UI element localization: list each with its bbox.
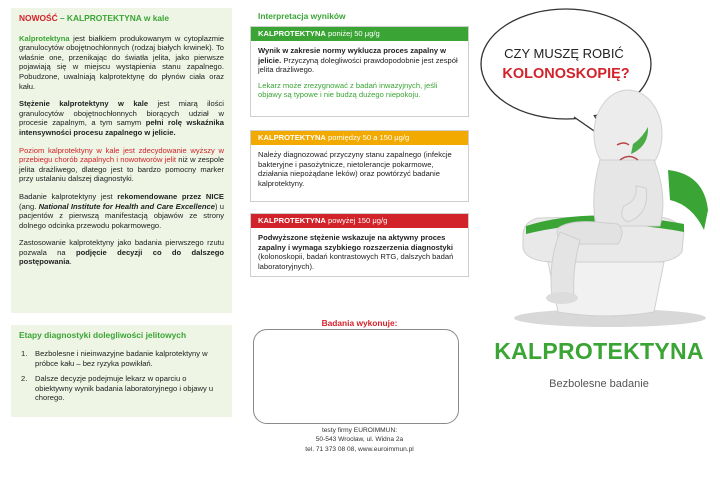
intro-panel: [11, 8, 232, 313]
result-box-high-header: KALPROTEKTYNA powyżej 150 μg/g: [251, 214, 468, 228]
result-box-high: [250, 213, 469, 277]
result-mid-text: Należy diagnozować przyczyny stanu zapalnego (infekcje bakteryjne i pasożytnicze, nietolerancje pokarmowe, działania niepożądane leków) oraz powtórzyć badanie kalprotektyny.: [258, 150, 452, 188]
diagnostic-steps-panel: [11, 325, 232, 417]
lab-title: Badania wykonuje:: [321, 318, 398, 328]
steps-list: [19, 349, 224, 403]
brand-tagline: Bezbolesne badanie: [549, 378, 649, 390]
intro-paragraph-3: Poziom kalprotektyny w kale jest zdecydowanie wyższy w przebiegu chorób zapalnych i nowotworów jelit niż w zespole jelita drażliwego, dlatego jest to bardzo pomocny marker przy ustalaniu dalszej diagnostyki.: [19, 145, 224, 184]
step-item: 2. Dalsze decyzje podejmuje lekarz w oparciu o obiektywny wynik badania laboratoryjnego i objawy u chorego.: [21, 374, 214, 403]
intro-paragraph-2: Stężenie kalprotektyny w kale jest miarą ilości granulocytów obojętnochłonnych biorących udział w procesie zapalnym, a tym samym pełni rolę wskaźnika intensywności procesu zapalnego w jelicie.: [19, 99, 224, 137]
intro-paragraph-5: Zastosowanie kalprotektyny jako badania pierwszego rzutu pozwala na podjęcie decyzji co do dalszego postępowania.: [19, 238, 224, 267]
cover-panel: [478, 0, 720, 480]
intro-paragraph-1: Kalprotektyna jest białkiem produkowanym w cytoplazmie granulocytów obojętnochłonnych (rodzaj białych krwinek). To właśnie one, przenikając do światła jelita, jako pierwsze pojawiają się w miejscu wystąpienia stanu zapalnego. Pobudzone, uwalniają kalprotektynę do płynów ciała oraz kału.: [19, 33, 224, 91]
steps-title: Etapy diagnostyki dolegliwości jelitowych: [19, 330, 187, 340]
result-box-mid-header: KALPROTEKTYNA pomiędzy 50 a 150 μg/g: [251, 131, 468, 145]
intro-title: NOWOŚĆ – KALPROTEKTYNA w kale: [19, 13, 170, 23]
bubble-question-line-2: KOLONOSKOPIĘ?: [502, 66, 630, 82]
bubble-question-line-1: CZY MUSZĘ ROBIĆ: [504, 46, 624, 61]
result-high-text: Podwyższone stężenie wskazuje na aktywny proces zapalny i wymaga szybkiego rozszerzenia diagnostyki (kolonoskopii, badań kontrastowych RTG, dalszych badań laboratoryjnych).: [258, 233, 454, 271]
result-box-mid: [250, 130, 469, 202]
intro-paragraph-4: Badanie kalprotektyny jest rekomendowane przez NICE (ang. National Institute for Health and Care Excellence) u pacjentów z pierwszą manifestacją objawów ze strony dolnego odcinka przewodu pokarmowego.: [19, 191, 224, 230]
interpretation-title: Interpretacja wyników: [258, 11, 346, 21]
hero-illustration: [478, 0, 720, 330]
step-item: 1. Bezbolesne i nieinwazyjne badanie kalprotektyny w próbce kału – bez ryzyka powikłań.: [21, 349, 208, 368]
footer-contact: testy firmy EUROIMMUN: 50-543 Wrocław, ul. Widna 2a tel. 71 373 08 08, www.euroimmun.pl: [305, 427, 414, 453]
result-low-text: Wynik w zakresie normy wyklucza proces zapalny w jelicie. Przyczyną dolegliwości prawdopodobnie jest zespół jelita drażliwego.: [258, 46, 458, 75]
result-low-note: Lekarz może zrezygnować z badań inwazyjnych, jeśli objawy są typowe i nie budzą dużego niepokoju.: [258, 80, 438, 100]
lab-stamp-box: [253, 329, 459, 424]
result-box-low-header: KALPROTEKTYNA poniżej 50 μg/g: [251, 27, 468, 41]
result-box-low: [250, 26, 469, 117]
brand-name: KALPROTEKTYNA: [494, 338, 704, 364]
